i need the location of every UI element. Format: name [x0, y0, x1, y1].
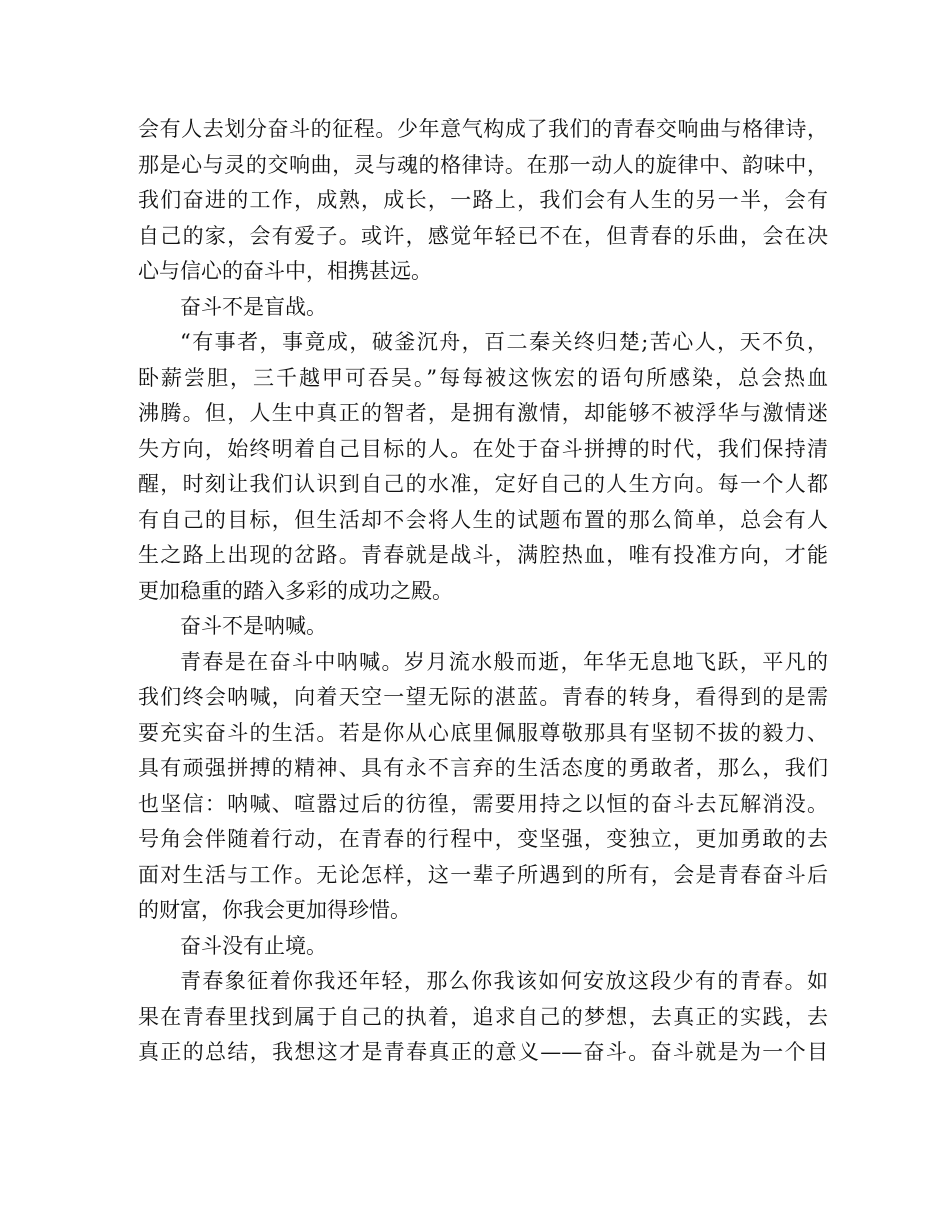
- text-line: 沸腾。但，人生中真正的智者，是拥有激情，却能够不被浮华与激情迷: [138, 401, 828, 425]
- text-line: 生之路上出现的岔路。青春就是战斗，满腔热血，唯有投准方向，才能: [138, 543, 828, 567]
- text-line: 自己的家，会有爱子。或许，感觉年轻已不在，但青春的乐曲，会在决: [138, 223, 828, 248]
- body-text: [138, 112, 828, 1071]
- text-line: 我们奋进的工作，成熟，成长，一路上，我们会有人生的另一半，会有: [138, 188, 828, 212]
- text-line: “有事者，事竟成，破釜沉舟，百二秦关终归楚;苦心人，天不负，: [180, 330, 828, 354]
- section-heading: 奋斗没有止境。: [180, 933, 327, 958]
- section-heading: 奋斗不是呐喊。: [180, 614, 327, 638]
- text-line: 真正的总结，我想这才是青春真正的意义——奋斗。奋斗就是为一个目: [138, 1040, 828, 1064]
- text-line: 会有人去划分奋斗的征程。少年意气构成了我们的青春交响曲与格律诗，: [138, 117, 828, 141]
- text-line: 醒，时刻让我们认识到自己的水准，定好自己的人生方向。每一个人都: [138, 472, 828, 496]
- text-line: 卧薪尝胆，三千越甲可吞吴。”每每被这恢宏的语句所感染，总会热血: [138, 365, 828, 390]
- text-line: 的财富，你我会更加得珍惜。: [138, 898, 411, 922]
- text-line: 果在青春里找到属于自己的执着，追求自己的梦想，去真正的实践，去: [138, 1004, 828, 1029]
- text-line: 失方向，始终明着自己目标的人。在处于奋斗拼搏的时代，我们保持清: [138, 436, 828, 461]
- text-line: 要充实奋斗的生活。若是你从心底里佩服尊敬那具有坚韧不拔的毅力、: [138, 720, 828, 745]
- text-line: 我们终会呐喊，向着天空一望无际的湛蓝。青春的转身，看得到的是需: [138, 685, 828, 709]
- text-line: 更加稳重的踏入多彩的成功之殿。: [138, 578, 453, 603]
- text-line: 青春是在奋斗中呐喊。岁月流水般而逝，年华无息地飞跃，平凡的: [180, 649, 828, 674]
- text-line: 那是心与灵的交响曲，灵与魂的格律诗。在那一动人的旋律中、韵味中，: [138, 152, 828, 177]
- text-line: 号角会伴随着行动，在青春的行程中，变坚强，变独立，更加勇敢的去: [138, 827, 828, 851]
- text-line: 有自己的目标，但生活却不会将人生的试题布置的那么简单，总会有人: [138, 507, 828, 532]
- text-line: 青春象征着你我还年轻，那么你我该如何安放这段少有的青春。如: [180, 969, 828, 993]
- text-line: 面对生活与工作。无论怎样，这一辈子所遇到的所有，会是青春奋斗后: [138, 862, 828, 887]
- text-line: 心与信心的奋斗中，相携甚远。: [138, 259, 432, 283]
- section-heading: 奋斗不是盲战。: [180, 294, 327, 319]
- text-line: 具有顽强拼搏的精神、具有永不言弃的生活态度的勇敢者，那么，我们: [138, 756, 828, 780]
- text-line: 也坚信：呐喊、喧嚣过后的彷徨，需要用持之以恒的奋斗去瓦解消没。: [138, 791, 828, 816]
